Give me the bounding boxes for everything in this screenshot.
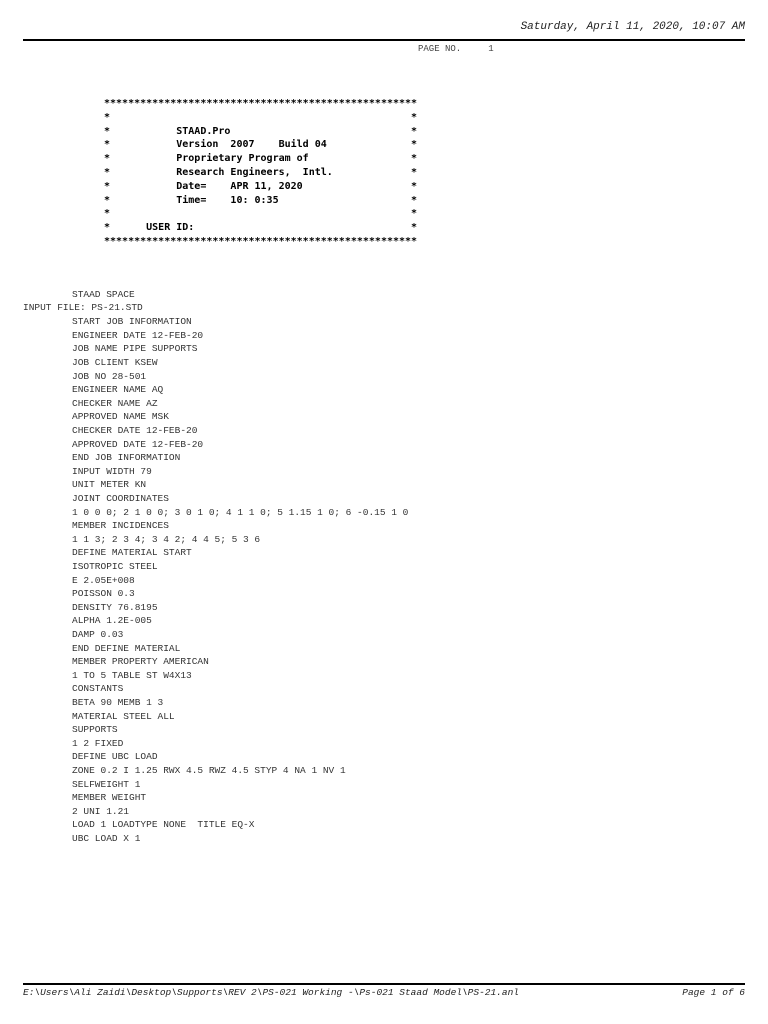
banner-line: * *: [104, 208, 418, 220]
command-text: 1 2 FIXED: [72, 737, 124, 749]
command-text: UBC LOAD X 1: [72, 833, 141, 844]
command-text: DAMP 0.03: [72, 629, 124, 640]
command-text: STAAD SPACE: [72, 289, 135, 300]
command-text: 2 UNI 1.21: [72, 805, 130, 817]
page-count: Page 1 of 6: [682, 987, 745, 998]
banner-line: * Date= APR 11, 2020 *: [104, 180, 418, 192]
command-text: 1 1 3; 2 3 4; 3 4 2; 4 4 5; 5 3 6: [72, 533, 261, 545]
command-text: SELFWEIGHT 1: [72, 778, 141, 790]
command-text: APPROVED DATE 12-FEB-20: [72, 438, 204, 450]
command-text: DEFINE MATERIAL START: [72, 547, 192, 559]
command-text: LOAD 1 LOADTYPE NONE TITLE EQ-X: [72, 819, 255, 831]
command-text: ZONE 0.2 I 1.25 RWX 4.5 RWZ 4.5 STYP 4 NA 1 NV 1: [72, 765, 346, 776]
command-text: DENSITY 76.8195: [72, 601, 158, 613]
page-no-value: 1: [488, 44, 494, 54]
banner-line: ****************************************************: [104, 235, 418, 247]
command-text: INPUT WIDTH 79: [72, 465, 152, 477]
command-text: MEMBER INCIDENCES: [72, 520, 169, 532]
banner-line: * Research Engineers, Intl. *: [104, 166, 418, 178]
command-text: POISSON 0.3: [72, 588, 135, 600]
command-text: JOB NAME PIPE SUPPORTS: [72, 343, 198, 355]
command-text: ENGINEER NAME AQ: [72, 384, 164, 396]
command-text: BETA 90 MEMB 1 3: [72, 697, 164, 708]
banner-line: * Proprietary Program of *: [104, 153, 418, 165]
command-text: CONSTANTS: [72, 683, 124, 695]
command-text: CHECKER NAME AZ: [72, 397, 158, 409]
page-no-label: PAGE NO.: [418, 44, 462, 54]
banner-line: * STAAD.Pro *: [104, 125, 418, 137]
banner-line: ****************************************************: [104, 98, 418, 109]
command-text: UNIT METER KN: [72, 479, 147, 491]
page-number: [418, 44, 494, 54]
input-file-line: INPUT FILE: PS-21.STD: [23, 302, 143, 313]
banner-line: * USER ID: *: [104, 222, 418, 234]
command-text: JOB NO 28-501: [72, 370, 147, 382]
print-timestamp: Saturday, April 11, 2020, 10:07 AM: [520, 21, 745, 33]
command-text: JOB CLIENT KSEW: [72, 357, 158, 368]
command-text: ENGINEER DATE 12-FEB-20: [72, 329, 204, 341]
command-text: CHECKER DATE 12-FEB-20: [72, 425, 198, 436]
command-text: ISOTROPIC STEEL: [72, 561, 158, 572]
command-text: END JOB INFORMATION: [72, 452, 181, 464]
command-text: SUPPORTS: [72, 724, 118, 736]
header-divider: [23, 39, 745, 41]
command-text: MEMBER PROPERTY AMERICAN: [72, 656, 209, 668]
command-text: JOINT COORDINATES: [72, 493, 169, 504]
command-text: ALPHA 1.2E-005: [72, 615, 152, 627]
command-text: MEMBER WEIGHT: [72, 792, 147, 804]
banner-line: * Version 2007 Build 04 *: [104, 139, 418, 151]
footer-divider: [23, 983, 745, 985]
command-text: 1 TO 5 TABLE ST W4X13: [72, 669, 192, 681]
staad-banner: [104, 97, 417, 249]
file-path: E:\Users\Ali Zaidi\Desktop\Supports\REV 2\PS-021 Working -\Ps-021 Staad Model\PS-21.anl: [23, 987, 519, 998]
command-text: E 2.05E+008: [72, 574, 135, 586]
command-text: DEFINE UBC LOAD: [72, 751, 158, 763]
command-text: START JOB INFORMATION: [72, 316, 192, 328]
banner-line: * Time= 10: 0:35 *: [104, 194, 418, 206]
command-text: 1 0 0 0; 2 1 0 0; 3 0 1 0; 4 1 1 0; 5 1.15 1 0; 6 -0.15 1 0: [72, 506, 409, 518]
command-text: MATERIAL STEEL ALL: [72, 710, 175, 722]
command-text: APPROVED NAME MSK: [72, 411, 169, 423]
banner-line: * *: [104, 111, 418, 123]
command-text: END DEFINE MATERIAL: [72, 642, 181, 654]
